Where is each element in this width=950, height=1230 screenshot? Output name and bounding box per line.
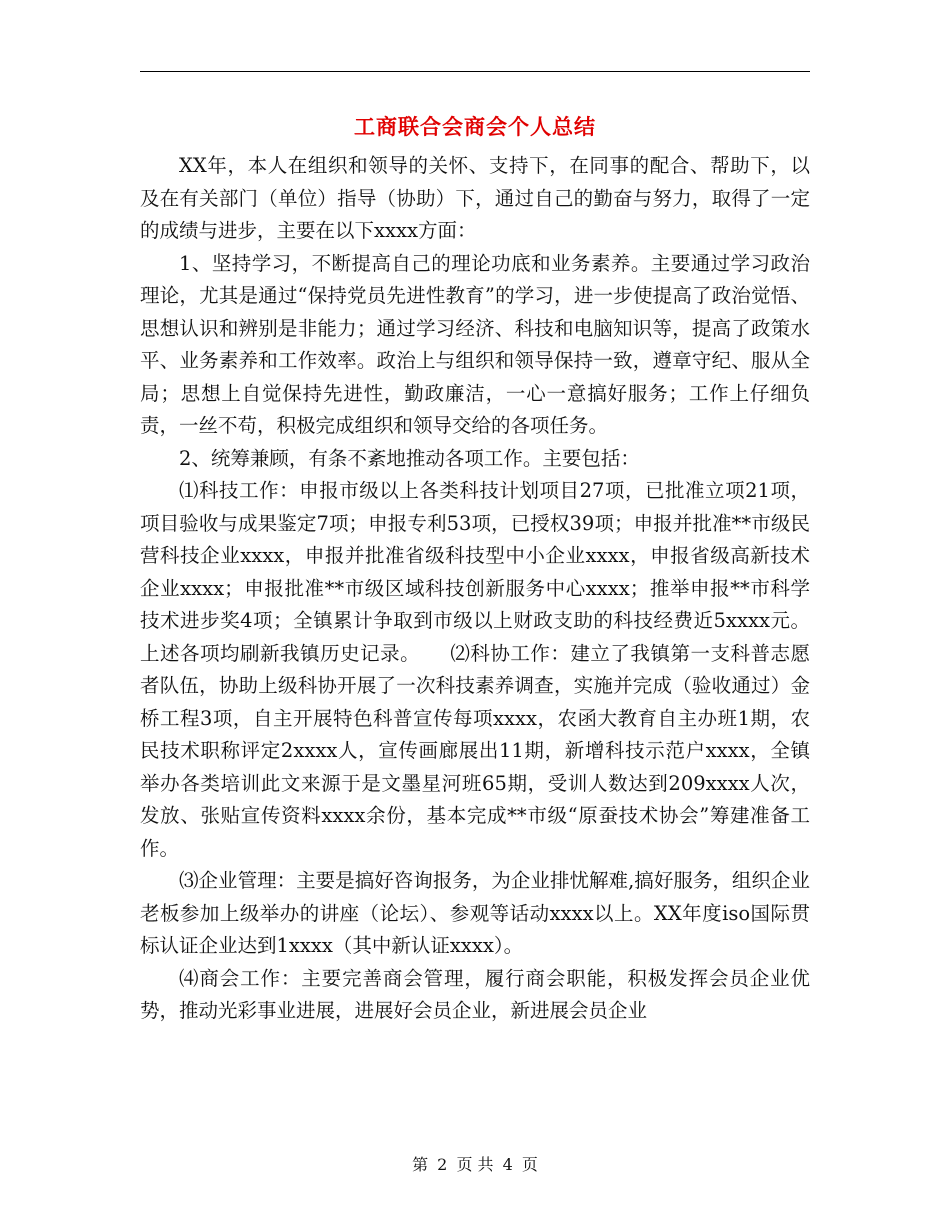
header-rule — [140, 71, 810, 72]
footer-page-number: 2 — [437, 1155, 448, 1174]
footer-suffix: 页 — [521, 1155, 538, 1174]
paragraph-enterprise: ⑶企业管理：主要是搞好咨询报务，为企业排忧解难,搞好服务，组织企业老板参加上级举办的讲座（论坛）、参观等话动xxxx以上。XX年度iso国际贯标认证企业达到1xxxx（其中新认证xxxx）。 — [140, 869, 810, 957]
paragraph-overall: 2、统筹兼顾，有条不紊地推动各项工作。主要包括： — [179, 446, 640, 470]
document-title: 工商联合会商会个人总结 — [354, 114, 596, 139]
document-body — [140, 150, 810, 1028]
footer-prefix: 第 — [412, 1155, 429, 1174]
footer-total-pages: 4 — [502, 1155, 513, 1174]
paragraph-technology: ⑴科技工作：申报市级以上各类科技计划项目27项，已批准立项21项，项目验收与成果鉴定7项；申报专利53项，已授权39项；申报并批准**市级民营科技企业xxxx，申报并批准省级科技型中小企业xxxx，申报省级高新技术企业xxxx；申报批准**市级区域科技创新服务中心xxxx；推举申报**市科学技术进步奖4项；全镇累计争取到市级以上财政支助的科技经费近5xxxx元。上述各项均刷新我镇历史记录。 ⑵科协工作：建立了我镇第一支科普志愿者队伍，协助上级科协开展了一次科技素养调查，实施并完成（验收通过）金桥工程3项，自主开展特色科普宣传每项xxxx，农函大教育自主办班1期，农民技术职称评定2xxxx人，宣传画廊展出11期，新增科技示范户xxxx，全镇举办各类培训此文来源于是文墨星河班65期，受训人数达到209xxxx人次，发放、张贴宣传资料xxxx余份，基本完成**市级“原蚕技术协会”筹建准备工作。 — [140, 479, 810, 860]
page-footer — [0, 1152, 950, 1175]
footer-middle: 页 共 — [456, 1155, 494, 1174]
paragraph-study: 1、坚持学习，不断提高自己的理论功底和业务素养。主要通过学习政治理论，尤其是通过“保持党员先进性教育”的学习，进一步使提高了政治觉悟、思想认识和辨别是非能力；通过学习经济、科技和电脑知识等，提高了政策水平、业务素养和工作效率。政治上与组织和领导保持一致，遵章守纪、服从全局；思想上自觉保持先进性，勤政廉洁，一心一意搞好服务；工作上仔细负责，一丝不苟，积极完成组织和领导交给的各项任务。 — [140, 251, 810, 437]
paragraph-intro: XX年，本人在组织和领导的关怀、支持下，在同事的配合、帮助下，以及在有关部门（单位）指导（协助）下，通过自己的勤奋与努力，取得了一定的成绩与进步，主要在以下xxxx方面： — [140, 154, 810, 242]
paragraph-chamber: ⑷商会工作：主要完善商会管理，履行商会职能，积极发挥会员企业优势，推动光彩事业进展，进展好会员企业，新进展会员企业 — [140, 966, 810, 1022]
